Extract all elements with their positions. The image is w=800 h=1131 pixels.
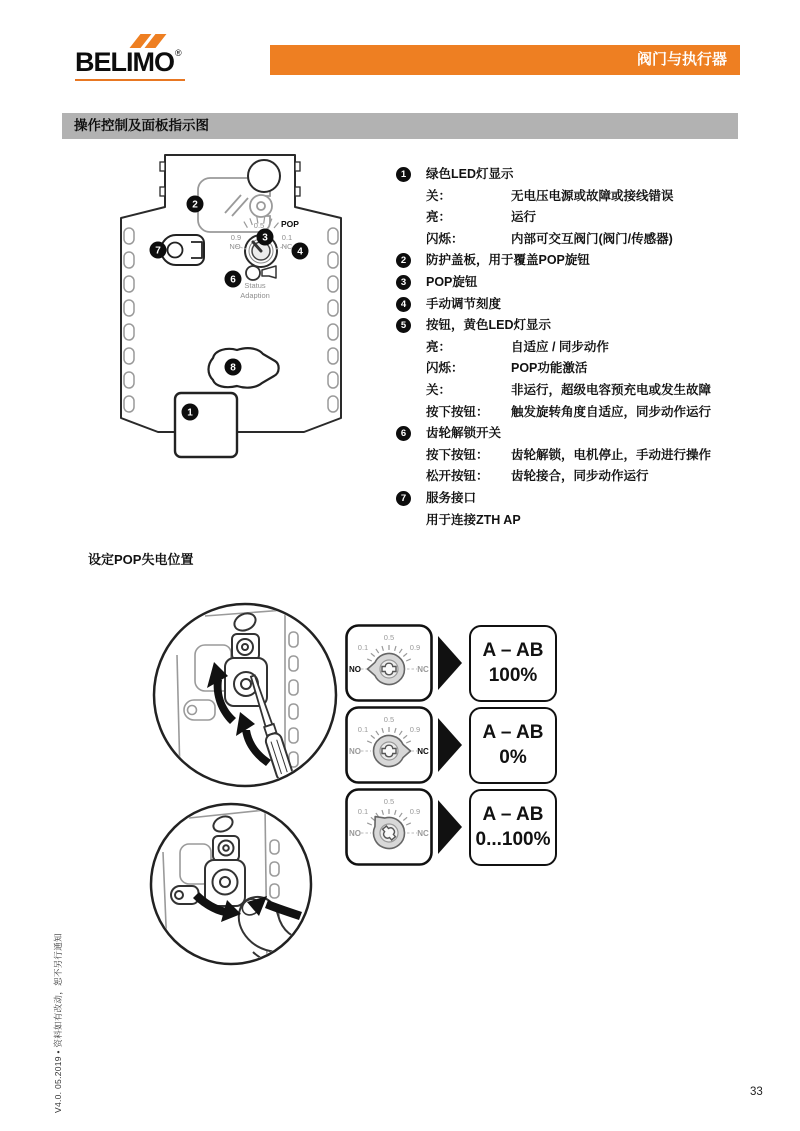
arrow-right-icon — [437, 633, 463, 693]
legend-item-title: 齿轮解锁开关 — [426, 426, 502, 441]
legend-subrow-desc: 触发旋转角度自适应，同步动作运行 — [511, 404, 712, 419]
legend-subrow-desc: 自适应 / 同步动作 — [511, 339, 609, 354]
shaft-opening — [248, 160, 280, 192]
svg-text:Status: Status — [244, 281, 266, 290]
legend-subrow-desc: 内部可交互阀门(阀门/传感器) — [511, 231, 673, 246]
legend-subrow — [426, 186, 794, 208]
legend-subrow-desc: 运行 — [511, 210, 537, 225]
result-line2: 100% — [488, 665, 538, 686]
legend-subrow-desc: 齿轮接合，同步动作运行 — [511, 469, 649, 484]
svg-text:0.1: 0.1 — [281, 233, 293, 242]
legend-item-4 — [396, 294, 794, 316]
result-line2: 0% — [499, 747, 527, 768]
logo-slashes-icon — [135, 34, 161, 48]
legend-subrow-desc: 非运行，超级电容预充电或发生故障 — [511, 382, 712, 397]
pop-setting-row — [345, 788, 557, 866]
registered-mark: ® — [175, 48, 181, 58]
pop-dial-position-3 — [345, 788, 433, 866]
legend-item-title: 绿色LED灯显示 — [426, 167, 514, 181]
svg-text:0.5: 0.5 — [383, 633, 395, 642]
legend-subrow — [426, 402, 794, 424]
svg-text:0.1: 0.1 — [357, 807, 369, 816]
svg-text:0.1: 0.1 — [357, 643, 369, 652]
arrow-right-icon — [437, 797, 463, 857]
legend-item-6 — [396, 423, 794, 488]
actuator-body-outline — [121, 155, 341, 432]
legend-subrow-desc: 无电压电源或故障或接线错误 — [511, 188, 674, 203]
illustration-open-cover — [150, 600, 340, 790]
svg-text:0.9: 0.9 — [230, 233, 242, 242]
callout-6 — [225, 271, 242, 288]
svg-text:7: 7 — [155, 245, 161, 257]
svg-text:0.9: 0.9 — [409, 725, 421, 734]
cover-screw — [250, 195, 272, 217]
legend-subrow — [426, 380, 794, 402]
brand-name: BELIMO® — [75, 47, 181, 77]
svg-text:6: 6 — [230, 274, 236, 286]
actuator-panel-diagram — [103, 140, 375, 470]
legend-subrow — [426, 337, 794, 359]
pop-dial-position-1 — [345, 624, 433, 702]
legend-subrow-label: 闪烁： — [426, 231, 464, 246]
callout-7 — [150, 242, 167, 259]
pop-result-card — [469, 625, 557, 702]
result-line1: A – AB — [482, 721, 544, 743]
legend-subrow-label: 亮： — [426, 210, 452, 225]
svg-text:4: 4 — [297, 246, 303, 258]
legend-subrow — [426, 229, 794, 251]
legend-item-title: 按钮，黄色LED灯显示 — [426, 318, 552, 333]
callout-2 — [187, 196, 204, 213]
callout-4 — [292, 243, 309, 260]
legend-item-2 — [396, 250, 794, 272]
legend-item-3 — [396, 272, 794, 294]
callout-number-badge: 2 — [396, 253, 411, 268]
result-line2: 0...100% — [475, 829, 551, 850]
svg-text:NO: NO — [229, 242, 241, 251]
pop-dial-position-2 — [345, 706, 433, 784]
callout-number-badge: 5 — [396, 318, 411, 333]
legend-item-7 — [396, 488, 794, 531]
svg-text:0.9: 0.9 — [409, 807, 421, 816]
header-banner: 阀门与执行器 — [270, 45, 740, 75]
pop-setting-row — [345, 624, 557, 702]
service-port — [161, 235, 204, 265]
svg-text:2: 2 — [192, 199, 198, 211]
pop-result-card — [469, 789, 557, 866]
dial-label-nc: NC — [417, 747, 429, 756]
dial-label-no: NO — [349, 665, 361, 674]
legend-item-title: 手动调节刻度 — [426, 296, 502, 311]
dial-label-nc: NC — [417, 665, 429, 674]
legend-subrow-label: 按下按钮： — [426, 404, 489, 419]
callout-3 — [257, 229, 274, 246]
legend-subrow — [426, 445, 794, 467]
legend-item-title: POP旋钮 — [426, 274, 478, 289]
svg-text:0.5: 0.5 — [383, 715, 395, 724]
legend-subrow-label: 关： — [426, 188, 452, 203]
logo-underline — [75, 79, 185, 81]
pop-result-card — [469, 707, 557, 784]
legend-subrow — [426, 510, 794, 532]
legend-subrow-label: 关： — [426, 382, 452, 397]
callout-number-badge: 7 — [396, 491, 411, 506]
footer-version-note: V4.0. 05.2019 • 资料如有改动，恕不另行通知 — [53, 933, 63, 1113]
legend-subrow-desc: 齿轮解锁，电机停止，手动进行操作 — [511, 447, 712, 462]
svg-text:0.1: 0.1 — [357, 725, 369, 734]
pop-setting-row — [345, 706, 557, 784]
legend-subrow-label: 按下按钮： — [426, 447, 489, 462]
callout-number-badge: 3 — [396, 275, 411, 290]
legend-item-5 — [396, 315, 794, 423]
illustration-press-knob — [147, 800, 315, 968]
legend-subrow-desc: 用于连接ZTH AP — [426, 512, 521, 527]
result-line1: A – AB — [482, 803, 544, 825]
svg-text:NC: NC — [281, 242, 293, 251]
legend-item-1 — [396, 164, 794, 250]
legend-subrow-label: 闪烁： — [426, 361, 464, 376]
pop-section-title: 设定POP失电位置 — [88, 552, 194, 567]
svg-text:8: 8 — [230, 362, 236, 374]
led-box — [175, 393, 237, 457]
callout-8 — [225, 359, 242, 376]
legend-subrow — [426, 466, 794, 488]
callout-number-badge: 4 — [396, 297, 411, 312]
result-line1: A – AB — [482, 639, 544, 661]
legend-subrow-label: 松开按钮： — [426, 469, 489, 484]
dial-label-no: NO — [349, 829, 361, 838]
svg-text:Adaption: Adaption — [240, 291, 270, 300]
callout-legend — [396, 164, 794, 531]
legend-subrow-desc: POP功能激活 — [511, 361, 588, 376]
legend-item-title: 服务接口 — [426, 490, 477, 505]
svg-text:1: 1 — [187, 407, 193, 419]
svg-text:0.5: 0.5 — [253, 221, 265, 230]
page-number: 33 — [750, 1086, 763, 1098]
legend-subrow-label: 亮： — [426, 339, 452, 354]
callout-number-badge: 6 — [396, 426, 411, 441]
section-title: 操作控制及面板指示图 — [62, 113, 738, 139]
callout-number-badge: 1 — [396, 167, 411, 182]
svg-text:POP: POP — [281, 219, 299, 229]
svg-text:0.9: 0.9 — [409, 643, 421, 652]
legend-subrow — [426, 207, 794, 229]
dial-label-no: NO — [349, 747, 361, 756]
callout-1 — [182, 404, 199, 421]
legend-item-title: 防护盖板，用于覆盖POP旋钮 — [426, 253, 590, 268]
arrow-right-icon — [437, 715, 463, 775]
legend-subrow — [426, 358, 794, 380]
svg-text:0.5: 0.5 — [383, 797, 395, 806]
dial-label-nc: NC — [417, 829, 429, 838]
svg-text:3: 3 — [262, 232, 268, 244]
